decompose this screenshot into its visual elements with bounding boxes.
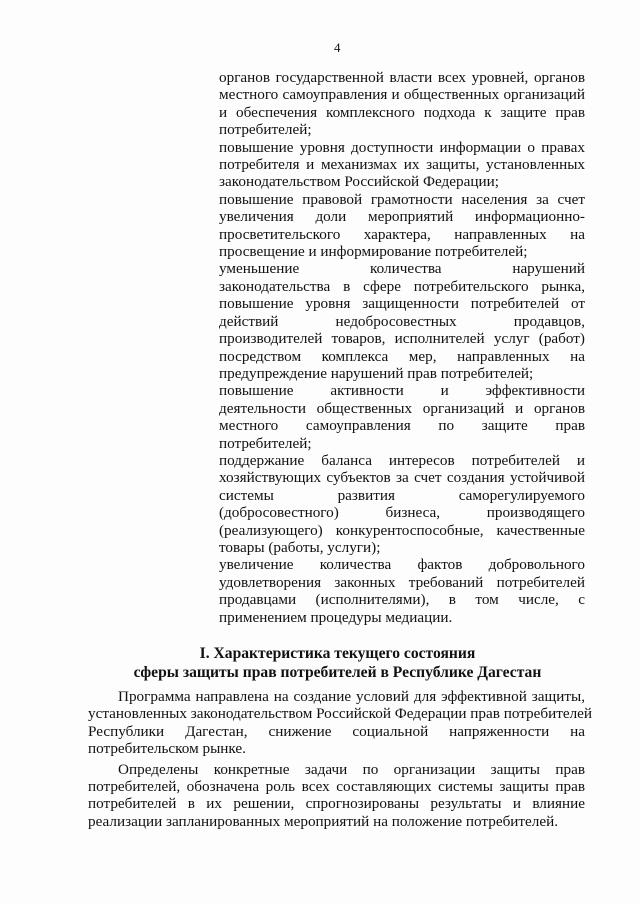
- list-line: повышение уровня защищенности потребителей от: [219, 295, 585, 313]
- list-line: посредством комплекса мер, направленных на: [219, 347, 585, 365]
- paragraph-line: потребительском рынке.: [88, 740, 246, 758]
- list-line: системы развития саморегулируемого: [219, 486, 585, 504]
- paragraph-line: реализации запланированных мероприятий на положение потребителей.: [88, 812, 559, 830]
- list-line: местного самоуправления по защите прав: [219, 417, 585, 435]
- list-line: потребителей;: [219, 121, 312, 139]
- list-line: просвещение и информирование потребителей;: [219, 243, 528, 261]
- list-line: местного самоуправления и общественных организаций: [219, 86, 585, 104]
- list-line: просветительского характера, направленных на: [219, 225, 585, 243]
- list-line: деятельности общественных организаций и органов: [219, 399, 585, 417]
- page-number: 4: [334, 40, 341, 55]
- section-heading-line-1: I. Характеристика текущего состояния: [199, 645, 476, 662]
- paragraph-line: потребителей, обозначена роль всех составляющих системы защиты прав: [88, 778, 585, 796]
- paragraph-line: установленных законодательством Российской Федерации прав потребителей: [88, 705, 593, 723]
- list-line: повышение правовой грамотности населения за счет: [219, 190, 585, 208]
- list-line: (реализующего) конкурентоспособные, качественные: [219, 521, 585, 539]
- list-line: поддержание баланса интересов потребителей и: [219, 451, 585, 469]
- list-line: действий недобросовестных продавцов,: [219, 312, 585, 330]
- list-line: законодательства в сфере потребительского рынка,: [219, 277, 585, 295]
- list-line: увеличение количества фактов добровольного: [219, 556, 585, 574]
- section-heading: [90, 644, 585, 682]
- list-line: удовлетворения законных требований потребителей: [219, 573, 585, 591]
- list-line: повышение активности и эффективности: [219, 382, 585, 400]
- paragraph-line: Определены конкретные задачи по организации защиты прав: [118, 760, 585, 778]
- list-line: (добросовестного) бизнеса, производящего: [219, 504, 585, 522]
- list-line: уменьшение количества нарушений: [219, 260, 585, 278]
- paragraph-line: Программа направлена на создание условий для эффективной защиты,: [118, 688, 585, 705]
- list-line: потребителя и механизмах их защиты, установленных: [219, 156, 585, 174]
- objectives-list: [219, 69, 585, 626]
- paragraph-2: [88, 761, 585, 831]
- list-line: применением процедуры медиации.: [219, 608, 453, 626]
- list-line: предупреждение нарушений прав потребителей;: [219, 364, 534, 382]
- list-line: потребителей;: [219, 434, 312, 452]
- list-line: хозяйствующих субъектов за счет создания устойчивой: [219, 469, 585, 487]
- list-line: органов государственной власти всех уровней, органов: [219, 69, 585, 86]
- body-text: [88, 688, 593, 833]
- paragraph-1: [88, 688, 593, 758]
- list-line: продавцами (исполнителями), в том числе, с: [219, 591, 585, 609]
- list-line: законодательством Российской Федерации;: [219, 173, 499, 191]
- list-line: увеличения доли мероприятий информационно-: [219, 208, 585, 226]
- list-line: повышение уровня доступности информации о правах: [219, 138, 585, 156]
- list-line: производителей товаров, исполнителей услуг (работ): [219, 330, 585, 348]
- paragraph-line: Республики Дагестан, снижение социальной напряженности на: [88, 722, 585, 740]
- list-line: и обеспечения комплексного подхода к защите прав: [219, 103, 585, 121]
- paragraph-line: потребителей в их решении, спрогнозированы результаты и влияние: [88, 795, 585, 813]
- section-heading-line-2: сферы защиты прав потребителей в Республике Дагестан: [133, 664, 542, 681]
- list-line: товары (работы, услуги);: [219, 538, 381, 556]
